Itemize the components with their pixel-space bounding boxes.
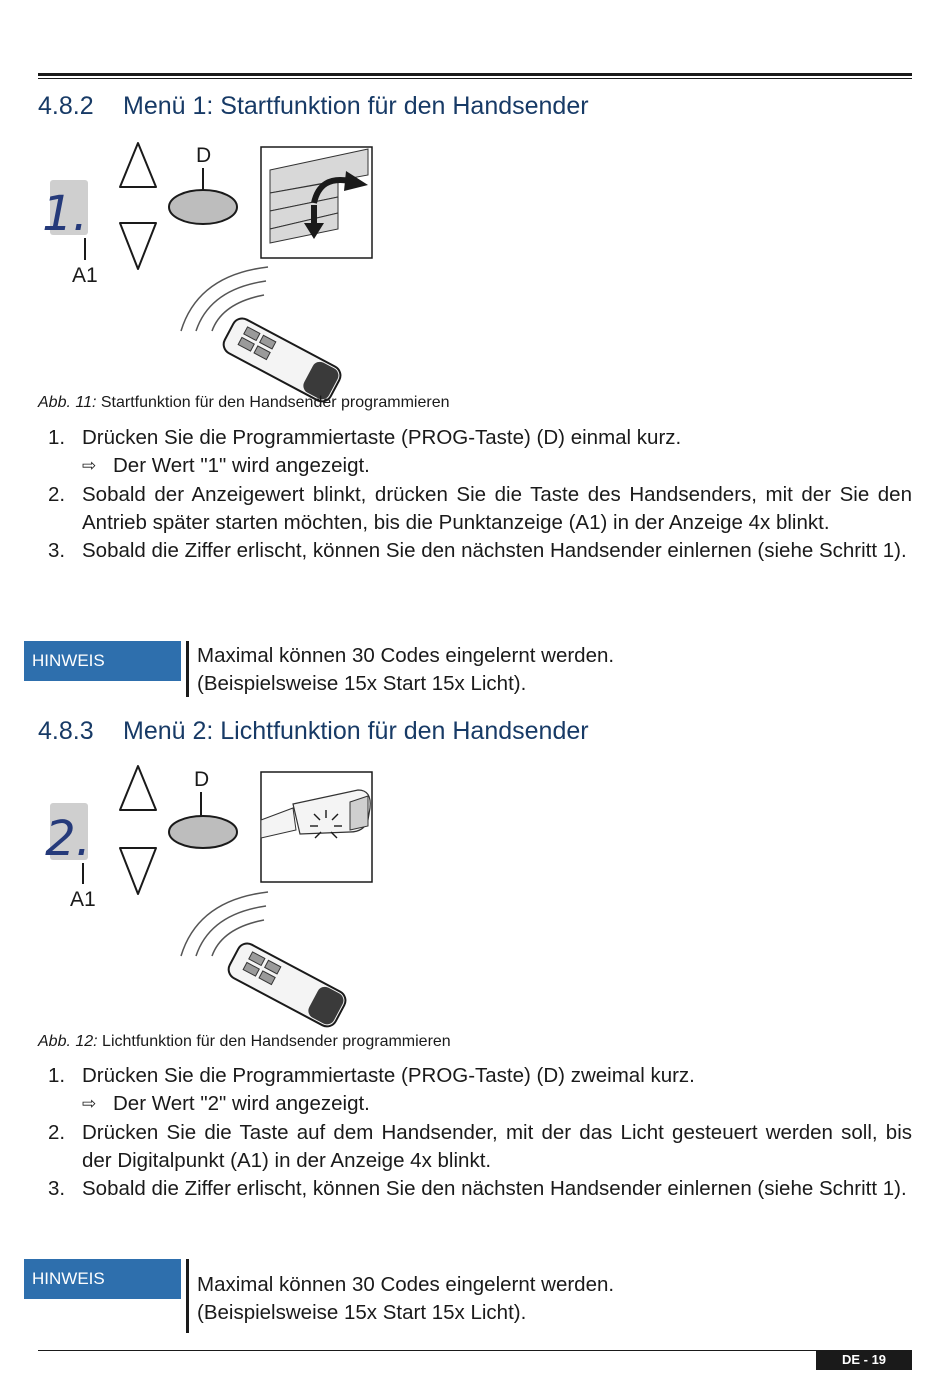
note-badge: HINWEIS [24,1259,181,1299]
note-divider [186,1259,189,1333]
step-result [38,452,912,480]
lichtfunktion-illustration [38,760,398,1010]
prog-button-icon [169,190,237,224]
section-number: 4.8.3 [38,717,94,745]
step-number: 2. [48,1120,66,1144]
caption-text: Startfunktion für den Handsender programmieren [96,394,450,411]
step-text: Drücken Sie die Programmiertaste (PROG-Taste) (D) zweimal kurz. [82,1064,695,1087]
dot-label: A1 [72,264,98,287]
list-item [38,537,912,565]
figure-lichtfunktion [38,760,398,1010]
step-number: 1. [48,426,66,449]
step-number: 1. [48,1064,66,1087]
step-text: Sobald der Anzeigewert blinkt, drücken Sie die Taste des Handsenders, mit der Sie den Antrieb später starten möchten, bis die Punktanzeige (A1) in der Anzeige 4x blinkt. [82,482,912,534]
signal-wave-icon [181,267,268,331]
page-number: DE - 19 [816,1350,912,1370]
list-item [38,1175,912,1203]
up-arrow-icon [120,143,156,187]
startfunktion-illustration [38,135,398,385]
dot-label: A1 [70,888,96,911]
section-heading-4-8-3 [38,717,589,746]
display-digit: 2. [45,811,91,867]
list-item [38,1062,912,1090]
note-text [197,1271,614,1328]
step-number: 2. [48,482,66,506]
step-text: Drücken Sie die Taste auf dem Handsender, mit der das Licht gesteuert werden soll, bis der Digitalpunkt (A1) in der Anzeige 4x blinkt. [82,1120,912,1172]
up-arrow-icon [120,766,156,810]
note-line: (Beispielsweise 15x Start 15x Licht). [197,1301,527,1325]
note-line: (Beispielsweise 15x Start 15x Licht). [197,672,527,696]
note-badge: HINWEIS [24,641,181,681]
note-text [197,642,614,699]
top-rule [38,73,912,76]
display-digit: 1. [42,186,88,242]
caption-text: Lichtfunktion für den Handsender programmieren [97,1033,451,1050]
step-result [38,1090,912,1118]
result-arrow-icon: ⇨ [82,1094,97,1114]
figure-startfunktion [38,135,398,385]
result-arrow-icon: ⇨ [82,456,97,476]
instruction-list [38,424,912,565]
list-item [38,424,912,452]
down-arrow-icon [120,848,156,894]
remote-control-icon [225,940,349,1030]
section-heading-4-8-2 [38,92,589,121]
step-text: Drücken Sie die Programmiertaste (PROG-Taste) (D) einmal kurz. [82,426,682,449]
remote-control-icon [220,315,344,405]
section-number: 4.8.2 [38,92,94,120]
section-title: Menü 2: Lichtfunktion für den Handsender [123,717,589,745]
bottom-rule [38,1350,912,1351]
list-item [38,481,912,538]
step-number: 3. [48,539,66,563]
figure-caption [38,394,450,412]
note-line: Maximal können 30 Codes eingelernt werden. [197,1273,615,1296]
top-rule-thin [38,78,912,79]
note-divider [186,641,189,697]
step-text: Sobald die Ziffer erlischt, können Sie den nächsten Handsender einlernen (siehe Schritt 1). [82,539,907,563]
result-text: Der Wert "1" wird angezeigt. [113,454,370,478]
button-label: D [194,768,210,791]
section-title: Menü 1: Startfunktion für den Handsender [123,92,589,120]
caption-label: Abb. 12: [38,1033,98,1050]
step-number: 3. [48,1177,66,1201]
button-label: D [196,144,212,167]
result-text: Der Wert "2" wird angezeigt. [113,1092,370,1116]
down-arrow-icon [120,223,156,269]
prog-button-icon [169,816,237,848]
step-text: Sobald die Ziffer erlischt, können Sie den nächsten Handsender einlernen (siehe Schritt 1). [82,1177,907,1201]
note-line: Maximal können 30 Codes eingelernt werden. [197,644,615,667]
figure-caption [38,1033,451,1051]
list-item [38,1119,912,1176]
caption-label: Abb. 11: [38,394,97,411]
instruction-list [38,1062,912,1203]
